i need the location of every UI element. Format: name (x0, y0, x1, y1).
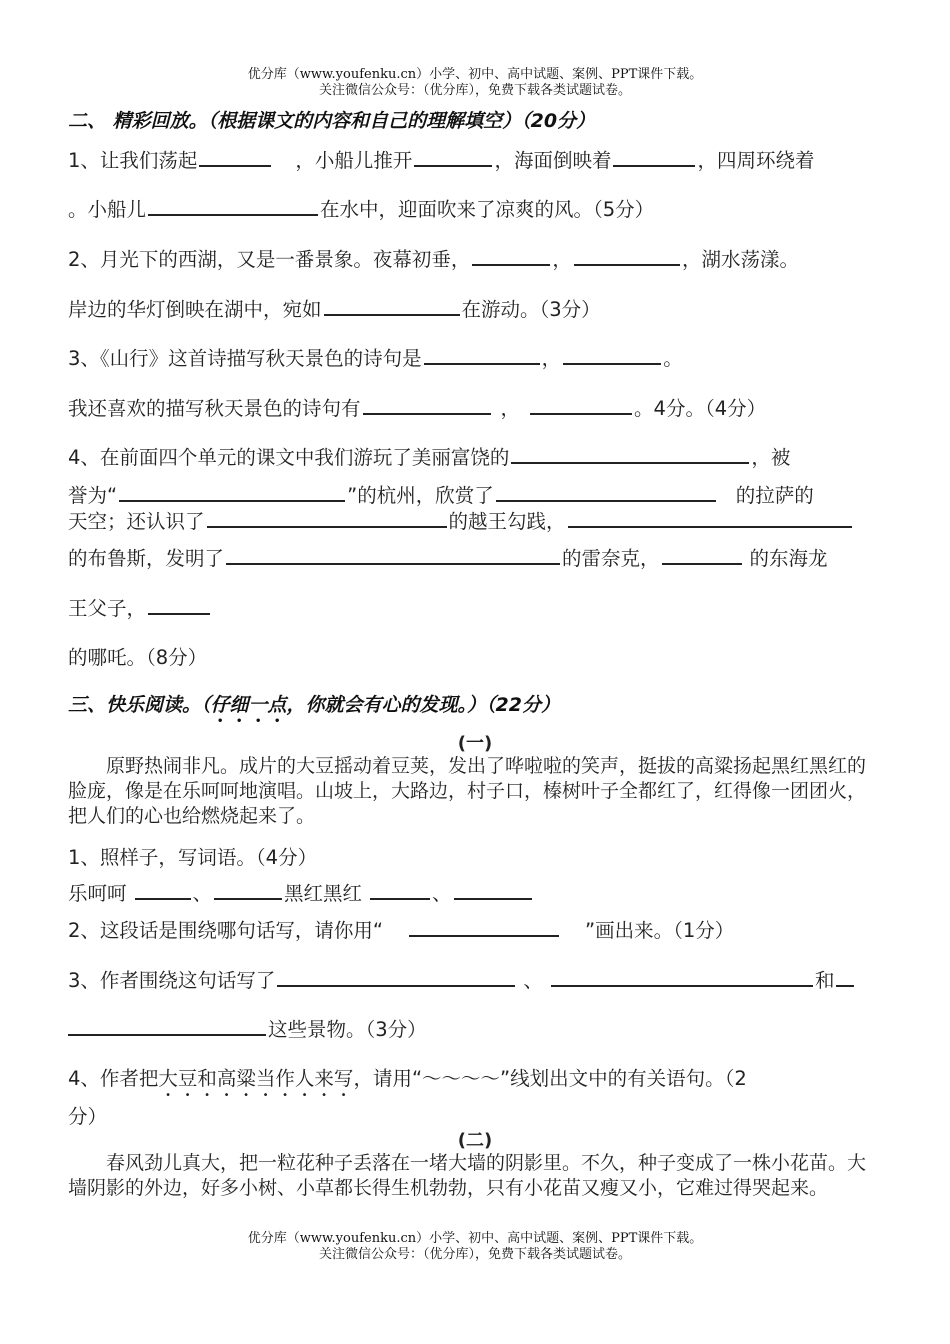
s2-q4-line1: 4、在前面四个单元的课文中我们游玩了美丽富饶的 ，被 (68, 446, 791, 469)
blank[interactable] (324, 296, 460, 316)
blank[interactable] (226, 545, 560, 565)
blank[interactable] (530, 395, 632, 415)
s2-q1-line2: 。小船儿 在水中，迎面吹来了凉爽的风。（5分） (68, 198, 655, 221)
s3-q3-line2: 这些景物。（3分） (68, 1014, 427, 1042)
s3-q1-words: 乐呵呵 、 黑红黑红 、 (68, 878, 534, 906)
s2-q2-line1: 2、月光下的西湖，又是一番景象。夜幕初垂， ， ，湖水荡漾。 (68, 248, 799, 271)
blank[interactable] (199, 147, 271, 167)
s2-q4-line5: 王父子， (68, 593, 212, 621)
blank[interactable] (370, 880, 430, 900)
blank[interactable] (363, 395, 491, 415)
blank[interactable] (119, 482, 345, 502)
blank[interactable] (135, 880, 191, 900)
blank[interactable] (836, 967, 854, 987)
footer-line-2: 关注微信公众号：（优分库），免费下载各类试题试卷。 (318, 1247, 631, 1262)
blank[interactable] (68, 1016, 266, 1036)
s2-q4-line3: 天空；还认识了 的越王勾践， (68, 506, 854, 534)
part-1-heading: (一) (457, 733, 493, 754)
blank[interactable] (563, 345, 661, 365)
s3-q4-line2: 分） (68, 1105, 108, 1128)
s3-q1: 1、照样子，写词语。（4分） (68, 846, 318, 869)
blank[interactable] (454, 880, 532, 900)
part-1-passage: 原野热闹非凡。成片的大豆摇动着豆荚，发出了哗啦啦的笑声，挺拔的高粱扬起黑红黑红的脸庞，像是在乐呵呵地演唱。山坡上，大路边，村子口，榛树叶子全都红了，红得像一团团火，把人们的心也给燃烧起来了。 (68, 755, 867, 827)
s2-q1-line1: 1、让我们荡起 ，小船儿推开 ，海面倒映着 ，四周环绕着 (68, 149, 815, 172)
blank[interactable] (511, 444, 749, 464)
header-line-2: 关注微信公众号：（优分库），免费下载各类试题试卷。 (318, 83, 631, 98)
s2-q4-line6: 的哪吒。（8分） (68, 646, 208, 669)
blank[interactable] (409, 917, 559, 937)
blank[interactable] (613, 147, 695, 167)
blank[interactable] (414, 147, 492, 167)
blank[interactable] (207, 508, 447, 528)
part-2-heading: (二) (457, 1130, 493, 1151)
blank[interactable] (148, 196, 318, 216)
part-2-passage: 春风劲儿真大，把一粒花种子丢落在一堵大墙的阴影里。不久，种子变成了一株小花苗。大墙阴影的外边，好多小树、小草都长得生机勃勃，只有小花苗又瘦又小，它难过得哭起来。 (68, 1152, 867, 1199)
footer-line-1: 优分库（www.youfenku.cn）小学、初中、高中试题、案例、PPT课件下载。 (247, 1231, 703, 1246)
s2-q3-line2: 我还喜欢的描写秋天景色的诗句有 ， 。4分。（4分） (68, 397, 767, 420)
header-line-1: 优分库（www.youfenku.cn）小学、初中、高中试题、案例、PPT课件下载。 (247, 67, 703, 82)
s3-q2: 2、这段话是围绕哪句话写，请你用“ ”画出来。（1分） (68, 919, 735, 942)
blank[interactable] (568, 508, 852, 528)
s2-q4-line4: 的布鲁斯，发明了 的雷奈克， 的东海龙 (68, 547, 828, 570)
blank[interactable] (214, 880, 282, 900)
s2-q4-line2: 誉为“ ”的杭州，欣赏了 的拉萨的 (68, 484, 814, 507)
blank[interactable] (574, 246, 680, 266)
section-3-title: 三、快乐阅读。（仔细一点，你就会有心的发现。）（22分） (68, 694, 560, 716)
blank[interactable] (496, 482, 716, 502)
blank[interactable] (472, 246, 550, 266)
s2-q2-line2: 岸边的华灯倒映在湖中，宛如 在游动。（3分） (68, 298, 601, 321)
s3-q3-line1: 3、作者围绕这句话写了 、 和 (68, 965, 856, 993)
blank[interactable] (551, 967, 813, 987)
blank[interactable] (662, 545, 742, 565)
blank[interactable] (277, 967, 515, 987)
s2-q3-line1: 3、《山行》这首诗描写秋天景色的诗句是 ， 。 (68, 347, 683, 370)
blank[interactable] (424, 345, 540, 365)
s3-q4-line1: 4、作者把大豆和高粱当作人来写，请用“～～～～”线划出文中的有关语句。（2 (68, 1067, 747, 1090)
blank[interactable] (148, 595, 210, 615)
section-2-title: 二、 精彩回放。（根据课文的内容和自己的理解填空）（20分） (68, 110, 596, 132)
